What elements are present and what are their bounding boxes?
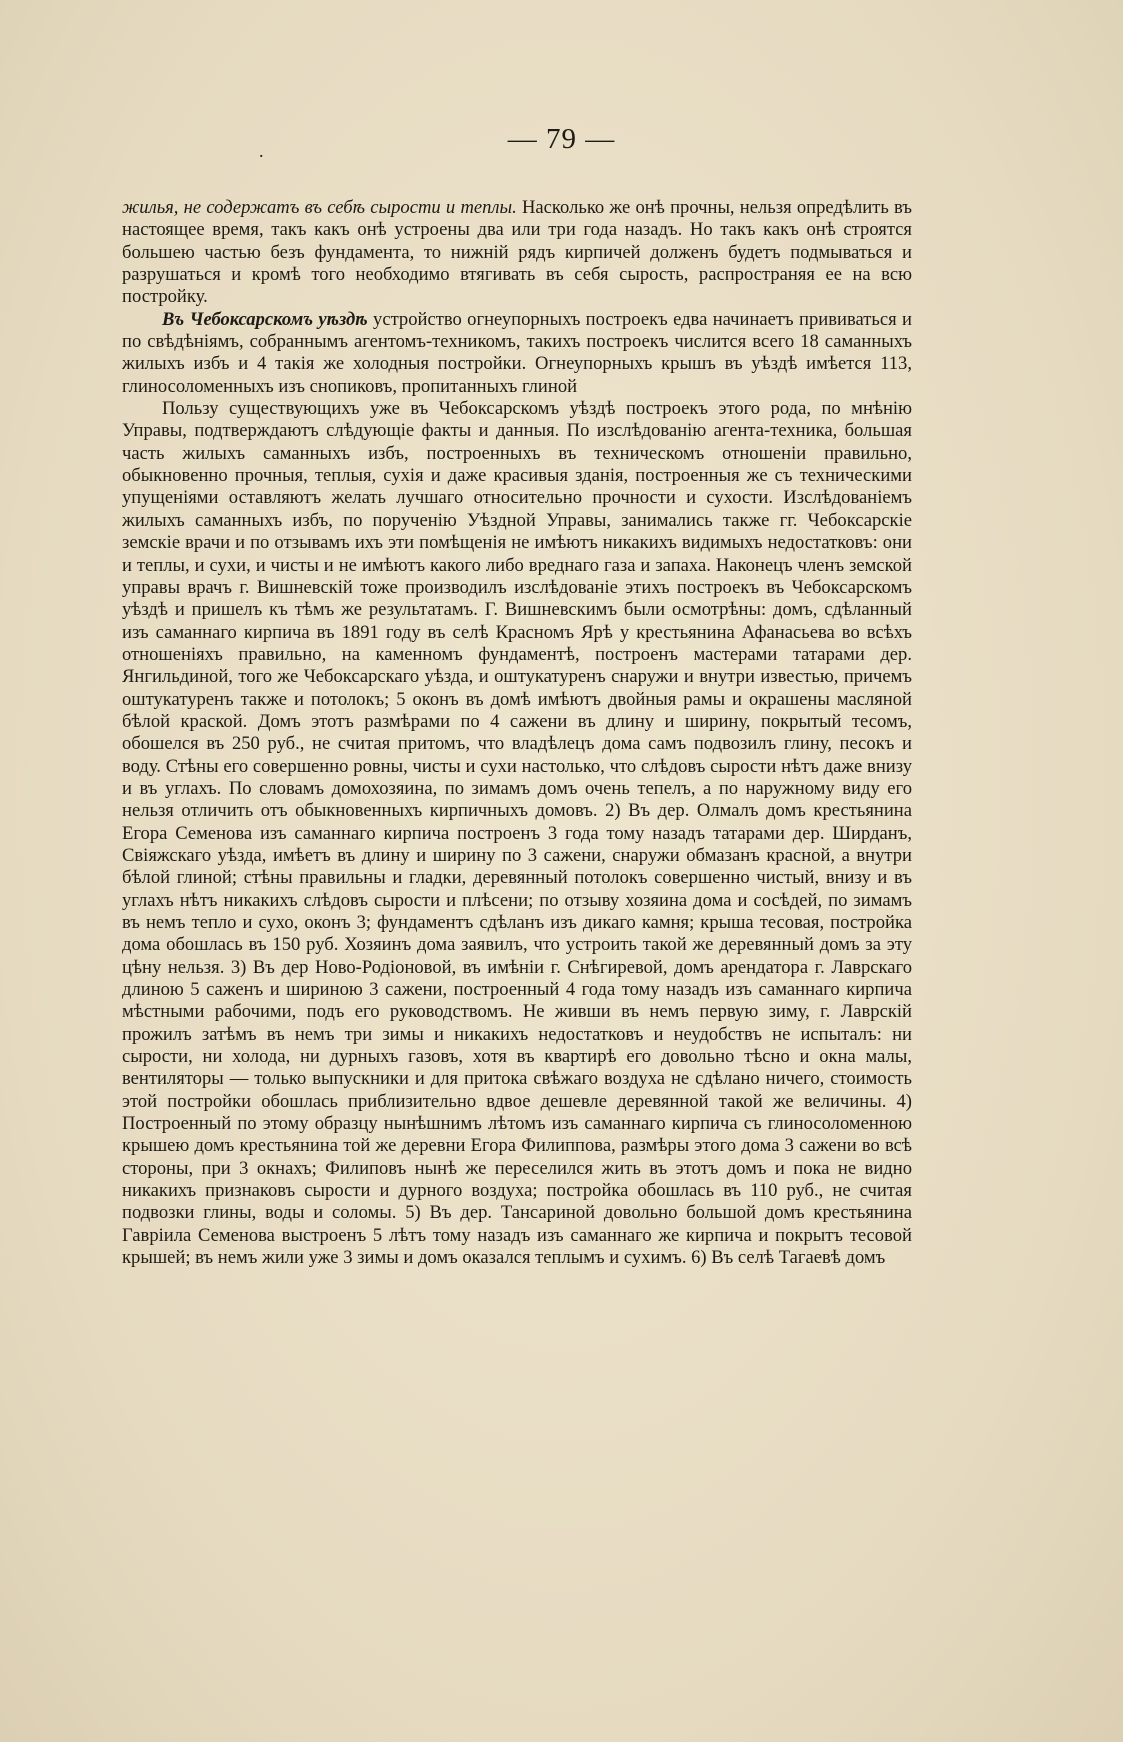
paragraph-2 — [122, 309, 912, 398]
page-number: — 79 — — [507, 123, 616, 155]
paragraph-1-lead: жилья, не содержатъ въ себѣ сырости и теплы. — [122, 197, 517, 218]
paragraph-1 — [122, 197, 912, 309]
paragraph-3-text: Пользу существующихъ уже въ Чебоксарскомъ уѣздѣ построекъ этого рода, по мнѣнію Управы, подтверждаютъ слѣдующіе факты и данныя. По изслѣдованію агента-техника, большая часть жилыхъ саманныхъ избъ, построенныхъ въ техническомъ отношеніи правильно, обыкновенно прочныя, теплыя, сухія и даже красивыя зданія, построенныя же съ техническими упущеніями оставляютъ желать лучшаго относительно прочности и сухости. Изслѣдованіемъ жилыхъ саманныхъ избъ, по порученію Уѣздной Управы, занимались также гг. Чебоксарскіе земскіе врачи и по отзывамъ ихъ эти помѣщенія не имѣютъ никакихъ видимыхъ недостатковъ: они и теплы, и сухи, и чисты и не имѣютъ какого либо вреднаго газа и запаха. Наконецъ членъ земской управы врачъ г. Вишневскій тоже производилъ изслѣдованіе этихъ построекъ въ Чебоксарскомъ уѣздѣ и пришелъ къ тѣмъ же результатамъ. Г. Вишневскимъ были осмотрѣны: домъ, сдѣланный изъ саманнаго кирпича въ 1891 году въ селѣ Красномъ Ярѣ у крестьянина Афанасьева во всѣхъ отношеніяхъ правильно, на каменномъ фундаментѣ, построенъ мастерами татарами дер. Янгильдиной, того же Чебоксарскаго уѣзда, и оштукатуренъ снаружи и внутри известью, причемъ оштукатуренъ также и потолокъ; 5 оконъ въ домѣ имѣютъ двойныя рамы и окрашены масляной бѣлой краской. Домъ этотъ размѣрами по 4 сажени въ длину и ширину, покрытый тесомъ, обошелся въ 250 руб., не считая притомъ, что владѣлецъ дома самъ подвозилъ глину, песокъ и воду. Стѣны его совершенно ровны, чисты и сухи настолько, что слѣдовъ сырости нѣтъ даже внизу и въ углахъ. По словамъ домохозяина, по зимамъ домъ очень тепелъ, а по наружному виду его нельзя отличить отъ обыкновенныхъ кирпичныхъ домовъ. 2) Въ дер. Олмалъ домъ крестьянина Егора Семенова изъ саманнаго кирпича построенъ 3 года тому назадъ татарами дер. Ширданъ, Свіяжскаго уѣзда, имѣетъ въ длину и ширину по 3 сажени, снаружи обмазанъ красной, а внутри бѣлой глиной; стѣны правильны и гладки, деревянный потолокъ совершенно чистый, внизу и въ углахъ нѣтъ никакихъ слѣдовъ сырости и плѣсени; по отзыву хозяина дома и сосѣдей, по зимамъ въ немъ тепло и сухо, оконъ 3; фундаментъ сдѣланъ изъ дикаго камня; крыша тесовая, постройка дома обошлась въ 150 руб. Хозяинъ дома заявилъ, что устроить такой же деревянный домъ за эту цѣну нельзя. 3) Въ дер Ново-Родіоновой, въ имѣніи г. Снѣгиревой, домъ арендатора г. Лаврскаго длиною 5 саженъ и шириною 3 сажени, построенный 4 года тому назадъ изъ саманнаго кирпича мѣстными рабочими, подъ его руководствомъ. Не живши въ немъ первую зиму, г. Лаврскій прожилъ затѣмъ въ немъ три зимы и никакихъ недостатковъ и неудобствъ не испыталъ: ни сырости, ни холода, ни дурныхъ газовъ, хотя въ квартирѣ его довольно тѣсно и окна малы, вентиляторы — только выпускники и для притока свѣжаго воздуха не сдѣлано ничего, стоимость этой постройки обошлась приблизительно вдвое дешевле деревянной такой же величины. 4) Построенный по этому образцу нынѣшнимъ лѣтомъ изъ саманнаго кирпича съ глиносоломенною крышею домъ крестьянина той же деревни Егора Филиппова, размѣры этого дома 3 сажени во всѣ стороны, при 3 окнахъ; Филиповъ нынѣ же переселился жить въ этотъ домъ и пока не видно никакихъ признаковъ сырости и дурного воздуха; постройка обошлась въ 110 руб., не считая подвозки глины, воды и соломы. 5) Въ дер. Тансариной довольно большой домъ крестьянина Гавріила Семенова выстроенъ 5 лѣтъ тому назадъ изъ саманнаго же кирпича и покрытъ тесовой крышей; въ немъ жили уже 3 зимы и домъ оказался теплымъ и сухимъ. 6) Въ селѣ Тагаевѣ домъ — [122, 398, 912, 1269]
paragraph-2-lead: Въ Чебоксарскомъ уѣздѣ — [162, 308, 368, 330]
paragraph-3 — [122, 398, 912, 1269]
body-text — [122, 197, 912, 1270]
paragraph-1-text: Насколько же онѣ прочны, нельзя опредѣлить въ настоящее время, такъ какъ онѣ устроены два или три года назадъ. Но такъ какъ онѣ строятся большею частью безъ фундамента, то нижній рядъ кирпичей долженъ будетъ подмываться и разрушаться и кромѣ того необходимо втягивать въ себя сырость, распространяя ее на всю постройку. — [122, 197, 912, 308]
margin-dot: . — [259, 141, 264, 161]
paragraph-2-text: устройство огнеупорныхъ построекъ едва начинаетъ прививаться и по свѣдѣніямъ, собраннымъ агентомъ-техникомъ, такихъ построекъ числится всего 18 саманныхъ жилыхъ избъ и 4 такія же холодныя постройки. Огнеупорныхъ крышъ въ уѣздѣ имѣется 113, глиносоломенныхъ изъ снопиковъ, пропитанныхъ глиной — [122, 308, 912, 397]
